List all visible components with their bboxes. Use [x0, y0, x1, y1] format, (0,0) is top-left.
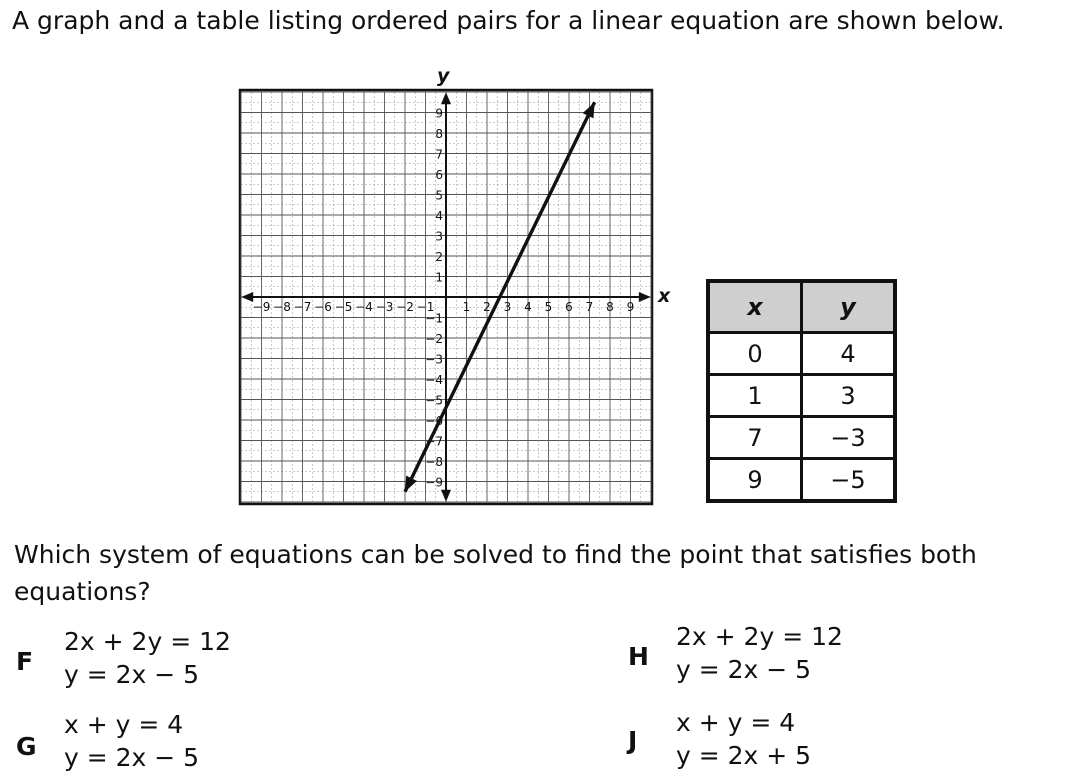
- x-tick-label: 9: [626, 300, 635, 314]
- table-cell-y: 3: [802, 375, 896, 417]
- x-axis-label: x: [658, 285, 671, 307]
- choice-letter: J: [628, 726, 638, 755]
- equation-line-2: y = 2x + 5: [676, 741, 812, 770]
- x-tick-label: −7: [293, 300, 312, 314]
- choice-equations: [64, 708, 199, 774]
- equation-line-1: 2x + 2y = 12: [64, 627, 231, 656]
- x-tick-label: 6: [565, 300, 573, 314]
- table-row: [708, 417, 895, 459]
- intro-text: A graph and a table listing ordered pairs for a linear equation are shown below.: [12, 6, 1005, 35]
- table-cell-y: 4: [802, 333, 896, 375]
- equation-line-1: x + y = 4: [676, 708, 796, 737]
- y-tick-label: 3: [435, 229, 443, 244]
- y-tick-label: −7: [425, 434, 443, 449]
- y-tick-label: −1: [425, 311, 443, 326]
- equation-line-2: y = 2x − 5: [64, 660, 200, 689]
- y-tick-label: −9: [425, 475, 443, 490]
- equation-line-1: x + y = 4: [64, 710, 184, 739]
- table-cell-x: 7: [708, 417, 802, 459]
- choice-equations: [676, 620, 843, 686]
- ordered-pairs-table: [706, 279, 897, 503]
- y-tick-label: 8: [435, 127, 443, 141]
- choice-letter: H: [628, 642, 649, 671]
- x-tick-label: −6: [314, 300, 332, 314]
- x-tick-label: −9: [252, 300, 271, 314]
- table-header-y: y: [802, 281, 896, 333]
- table-cell-x: 0: [708, 333, 802, 375]
- x-tick-label: −5: [334, 300, 353, 314]
- table-cell-y: −5: [802, 459, 896, 502]
- choice-letter: F: [16, 647, 34, 676]
- y-tick-label: 2: [435, 250, 443, 264]
- x-tick-label: 5: [544, 300, 553, 314]
- question-text: Which system of equations can be solved to find the point that satisfies both equations?: [14, 540, 977, 606]
- choice-letter: G: [16, 732, 37, 761]
- y-tick-label: 9: [435, 106, 443, 121]
- x-tick-label: 2: [483, 300, 491, 314]
- x-tick-label: −4: [355, 300, 373, 314]
- y-tick-label: −4: [425, 373, 443, 387]
- y-tick-label: 4: [435, 209, 443, 223]
- y-axis-label: y: [437, 65, 450, 87]
- table-header-row: [708, 281, 895, 333]
- choice-equations: [676, 706, 811, 772]
- table-header-x: x: [708, 281, 802, 333]
- x-tick-label: −2: [396, 300, 414, 314]
- y-tick-label: −6: [425, 414, 443, 428]
- table-row: [708, 459, 895, 502]
- table-cell-x: 9: [708, 459, 802, 502]
- x-tick-label: 1: [462, 300, 471, 314]
- y-tick-label: 5: [435, 188, 443, 203]
- equation-line-2: y = 2x − 5: [676, 655, 812, 684]
- x-tick-label: −1: [416, 300, 435, 314]
- x-tick-label: 4: [524, 300, 532, 314]
- x-tick-label: 3: [503, 300, 512, 314]
- table-row: [708, 375, 895, 417]
- y-tick-label: −5: [425, 393, 443, 408]
- x-tick-label: 8: [606, 300, 614, 314]
- y-tick-label: 6: [435, 168, 443, 182]
- y-tick-label: −2: [425, 332, 443, 346]
- y-tick-label: −8: [425, 455, 443, 469]
- coordinate-graph: [236, 62, 676, 512]
- table-cell-y: −3: [802, 417, 896, 459]
- x-tick-label: 7: [585, 300, 594, 314]
- y-tick-label: −3: [425, 352, 443, 367]
- x-tick-label: −3: [375, 300, 394, 314]
- y-tick-label: 1: [435, 270, 443, 285]
- equation-line-1: 2x + 2y = 12: [676, 622, 843, 651]
- y-tick-label: 7: [435, 147, 443, 162]
- table-row: [708, 333, 895, 375]
- choice-equations: [64, 625, 231, 691]
- x-tick-label: −8: [273, 300, 291, 314]
- table-cell-x: 1: [708, 375, 802, 417]
- equation-line-2: y = 2x − 5: [64, 743, 200, 772]
